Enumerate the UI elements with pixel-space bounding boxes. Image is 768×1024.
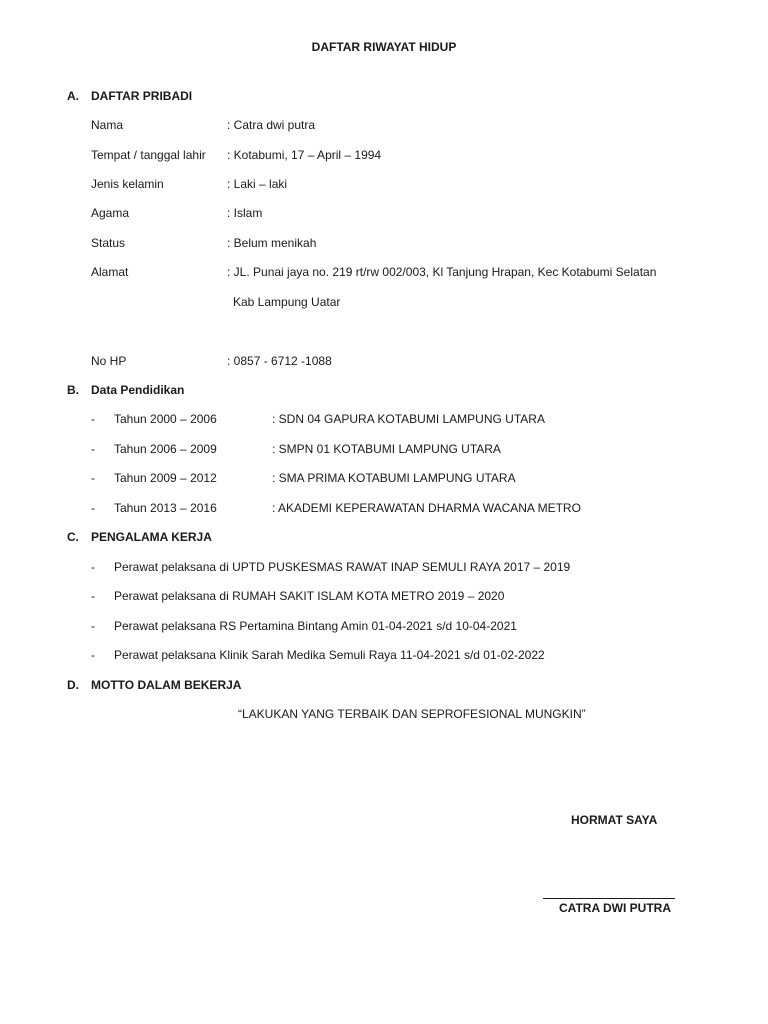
signature-line — [543, 898, 675, 899]
education-bullet: - — [91, 501, 95, 515]
education-years: Tahun 2013 – 2016 — [114, 501, 217, 515]
label-gender: Jenis kelamin — [91, 177, 164, 191]
work-bullet: - — [91, 560, 95, 574]
education-bullet: - — [91, 442, 95, 456]
label-phone: No HP — [91, 354, 127, 368]
section-c-letter: C. — [67, 530, 79, 544]
value-ttl: : Kotabumi, 17 – April – 1994 — [227, 148, 382, 162]
label-nama: Nama — [91, 118, 124, 132]
value-phone: : 0857 - 6712 -1088 — [227, 354, 332, 368]
value-gender: : Laki – laki — [227, 177, 288, 191]
section-b-letter: B. — [67, 383, 79, 397]
section-c-heading: PENGALAMA KERJA — [91, 530, 212, 544]
section-d-heading: MOTTO DALAM BEKERJA — [91, 678, 242, 692]
section-d-letter: D. — [67, 678, 79, 692]
label-address: Alamat — [91, 265, 129, 279]
work-item: Perawat pelaksana RS Pertamina Bintang Amin 01-04-2021 s/d 10-04-2021 — [114, 619, 517, 633]
work-bullet: - — [91, 619, 95, 633]
label-status: Status — [91, 236, 126, 250]
education-years: Tahun 2006 – 2009 — [114, 442, 217, 456]
education-school: : SMPN 01 KOTABUMI LAMPUNG UTARA — [272, 442, 501, 456]
page-title: DAFTAR RIWAYAT HIDUP — [311, 40, 457, 54]
education-bullet: - — [91, 471, 95, 485]
education-years: Tahun 2009 – 2012 — [114, 471, 217, 485]
education-years: Tahun 2000 – 2006 — [114, 412, 217, 426]
education-school: : SMA PRIMA KOTABUMI LAMPUNG UTARA — [272, 471, 516, 485]
work-bullet: - — [91, 589, 95, 603]
work-item: Perawat pelaksana di RUMAH SAKIT ISLAM KOTA METRO 2019 – 2020 — [114, 589, 505, 603]
work-item: Perawat pelaksana Klinik Sarah Medika Semuli Raya 11-04-2021 s/d 01-02-2022 — [114, 648, 545, 662]
section-b-heading: Data Pendidikan — [91, 383, 185, 397]
value-address-line2: Kab Lampung Uatar — [233, 295, 341, 309]
education-school: : SDN 04 GAPURA KOTABUMI LAMPUNG UTARA — [272, 412, 545, 426]
value-nama: : Catra dwi putra — [227, 118, 316, 132]
education-bullet: - — [91, 412, 95, 426]
section-a-letter: A. — [67, 89, 79, 103]
education-school: : AKADEMI KEPERAWATAN DHARMA WACANA METRO — [272, 501, 581, 515]
signer-name: CATRA DWI PUTRA — [559, 901, 671, 915]
motto-text: “LAKUKAN YANG TERBAIK DAN SEPROFESIONAL MUNGKIN” — [238, 707, 586, 721]
work-bullet: - — [91, 648, 95, 662]
work-item: Perawat pelaksana di UPTD PUSKESMAS RAWAT INAP SEMULI RAYA 2017 – 2019 — [114, 560, 571, 574]
value-address: : JL. Punai jaya no. 219 rt/rw 002/003, Kl Tanjung Hrapan, Kec Kotabumi Selatan — [227, 265, 657, 279]
label-religion: Agama — [91, 206, 130, 220]
closing-greeting: HORMAT SAYA — [571, 813, 658, 827]
section-a-heading: DAFTAR PRIBADI — [91, 89, 193, 103]
value-religion: : Islam — [227, 206, 263, 220]
label-ttl: Tempat / tanggal lahir — [91, 148, 206, 162]
value-status: : Belum menikah — [227, 236, 317, 250]
